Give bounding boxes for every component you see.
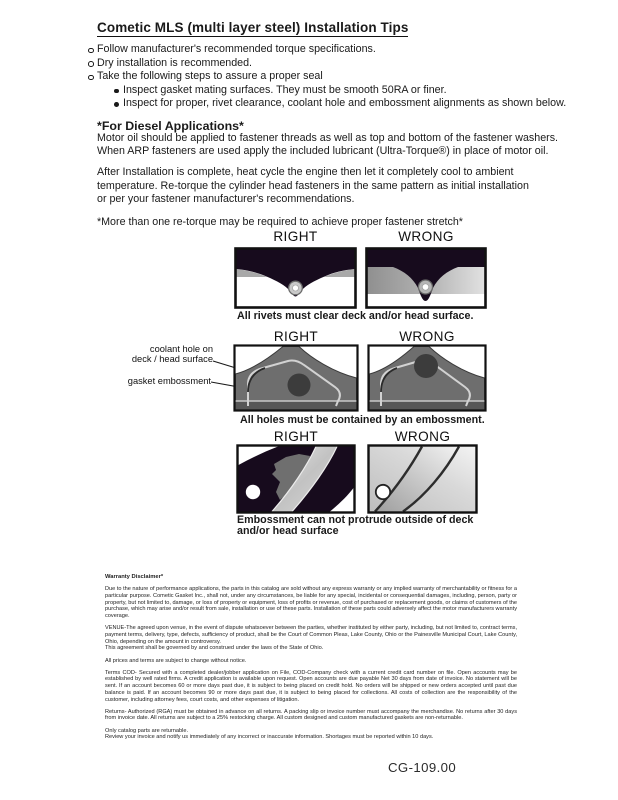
disclaimer-paragraph: Terms COD- Secured with a completed dealer/jobber application on File, COD-Company check with a current credit card number on file. Open accounts may be established by well rated firms. A credit application is available upon request. Open accounts are due payable Net 30 days from date of invoice. No statement will be sent. If an account becomes 60 or more days past due, it is subject to being placed on credit hold. No orders will be shipped or new orders accepted until past due balance is paid. If an account becomes 90 or more days past due, it is subject to being placed for collections. All costs of collection are the responsibility of the customer, including attorney fees, court costs, and other expenses of litigation. [105, 669, 517, 703]
bolt-hole-icon [246, 485, 260, 499]
list-item: Inspect gasket mating surfaces. They must be smooth 50RA or finer. [114, 84, 558, 98]
embossment-protrusion-right-illustration [236, 444, 356, 514]
diagram2-wrong-panel [367, 344, 487, 412]
page-code: CG-109.00 [388, 760, 457, 775]
text-line: *More than one re-torque may be required to achieve proper fastener stretch* [97, 216, 463, 229]
page-title: Cometic MLS (multi layer steel) Installation Tips [97, 20, 409, 35]
disclaimer-paragraph: Review your invoice and notify us immediately of any incorrect or inaccurate information. Shortages must be reported within 10 days. [105, 734, 434, 741]
disclaimer-paragraph: Returns- Authorized (RGA) must be obtained in advance on all returns. A packing slip or invoice number must accompany the merchandise. No returns after 30 days from invoice date. All returns are subject to a 25% restocking charge. All custom designed and custom manufactured gaskets are non-returnable. [105, 708, 517, 722]
embossment-containment-right-illustration [233, 344, 359, 412]
diagram1-caption: All rivets must clear deck and/or head surface. [237, 310, 474, 322]
diagram3-wrong-panel [367, 444, 478, 514]
list-item: Take the following steps to assure a proper seal [88, 70, 558, 84]
disclaimer-paragraph: Due to the nature of performance applications, the parts in this catalog are sold without any express warranty or any implied warranty of merchantability or fitness for a particular purpose. Cometic Gasket Inc., shall not, under any circumstances, be liable for any special, incidental or consequential damages, including, person, party or property, but not limited to, damage, or loss of property or equipment, loss of profits or revenue, cost of purchased or replacement goods, or claims of customers of the purchase, which may arise and/or result from sale, installation or use of these parts. Installation of these parts could adversely affect the motor manufacturers warranty coverage. [105, 586, 517, 620]
diagram3-caption [237, 515, 473, 537]
embossment-containment-wrong-illustration [367, 344, 487, 412]
text-line: When ARP fasteners are used apply the included lubricant (Ultra-Torque®) in place of motor oil. [97, 145, 549, 158]
diagram2-right-label: RIGHT [273, 329, 319, 344]
rivet-clearance-wrong-illustration [365, 247, 487, 309]
paragraph [97, 132, 558, 158]
coolant-hole-icon [414, 354, 438, 378]
embossment-protrusion-wrong-illustration [367, 444, 478, 514]
disclaimer-paragraph: VENUE-The agreed upon venue, in the event of dispute whatsoever between the parties, whether instituted by either party, including, but not limited to, contract terms, payment terms, delivery, type, defects, sufficiency of product, shall be the Court of Common Pleas, Lake County, Ohio or the Painesville Municipal Court, Lake County, Ohio, depending on the amount in controversy. [105, 625, 517, 645]
list-item: Dry installation is recommended. [88, 57, 558, 71]
text-line: Motor oil should be applied to fastener threads as well as top and bottom of the fastener washers. [97, 132, 559, 144]
coolant-hole-annotation [110, 345, 213, 365]
annotation-line: coolant hole on [149, 344, 213, 354]
warranty-disclaimer [105, 574, 517, 747]
diagram3-right-label: RIGHT [273, 429, 319, 444]
disclaimer-paragraph: This agreement shall be governed by and construed under the laws of the State of Ohio. [105, 645, 324, 652]
diagram1-right-label: RIGHT [273, 229, 318, 244]
diesel-section-heading: *For Diesel Applications* [97, 119, 244, 133]
rivet-clearance-right-illustration [234, 247, 357, 309]
diagram2-right-panel [233, 344, 359, 412]
bolt-hole-icon [376, 485, 390, 499]
diagram2-wrong-label: WRONG [399, 329, 455, 344]
diagram2-caption: All holes must be contained by an embossment. [240, 414, 485, 426]
text-line: or per your fastener manufacturer's recommendations. [97, 192, 355, 205]
diagram3-wrong-label: WRONG [394, 429, 451, 444]
gasket-embossment-annotation: gasket embossment [127, 376, 211, 386]
coolant-hole-icon [288, 374, 311, 397]
diagram3-right-panel [236, 444, 356, 514]
disclaimer-paragraph: All prices and terms are subject to change without notice. [105, 657, 247, 664]
installation-tips-list [88, 43, 567, 111]
list-item: Follow manufacturer's recommended torque specifications. [88, 43, 558, 57]
text-line: After Installation is complete, heat cycle the engine then let it completely cool to ambient [97, 166, 514, 179]
list-item: Inspect for proper, rivet clearance, coolant hole and embossment alignments as shown below. [114, 97, 558, 111]
caption-line: and/or head surface [237, 524, 339, 537]
diesel-section-body [97, 132, 558, 229]
paragraph [97, 216, 558, 229]
diagram1-wrong-label: WRONG [398, 229, 454, 244]
diagram1-right-panel [234, 247, 357, 309]
caption-line: Embossment can not protrude outside of deck [237, 514, 474, 526]
annotation-line: deck / head surface [131, 353, 213, 364]
text-line: temperature. Re-torque the cylinder head fasteners in the same pattern as initial installation [97, 179, 529, 192]
diagram1-wrong-panel [365, 247, 487, 309]
paragraph [97, 166, 558, 206]
disclaimer-paragraph: Only catalog parts are returnable. [105, 727, 189, 734]
disclaimer-heading: Warranty Disclaimer* [105, 574, 164, 580]
